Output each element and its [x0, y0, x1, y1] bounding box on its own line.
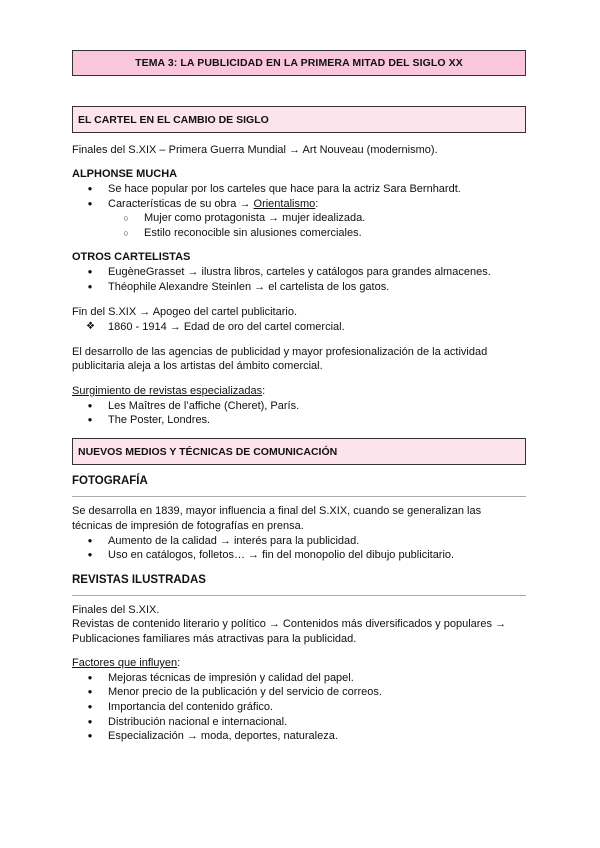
- bullet-icon: ●: [87, 415, 93, 424]
- bullet-icon: ●: [87, 702, 93, 711]
- desarrollo-line-2: publicitaria aleja a los artistas del ámbito comercial.: [72, 360, 323, 372]
- orientalismo-term: Orientalismo: [253, 198, 316, 210]
- bullet-icon: ●: [87, 717, 93, 726]
- factores-label: [72, 656, 180, 670]
- bullet-icon: ●: [87, 267, 93, 276]
- list-item-text: Aumento de la calidad → interés para la publicidad.: [108, 535, 360, 547]
- revistas-ilustradas-heading: REVISTAS ILUSTRADAS: [72, 574, 206, 586]
- list-item-text: 1860 - 1914 → Edad de oro del cartel comercial.: [108, 321, 345, 333]
- sub-list-item-text: Estilo reconocible sin alusiones comerciales.: [144, 227, 362, 239]
- bullet-icon: ●: [87, 184, 93, 193]
- desarrollo-line-1: El desarrollo de las agencias de publicidad y mayor profesionalización de la actividad: [72, 346, 488, 358]
- section-heading-nuevos-medios: NUEVOS MEDIOS Y TÉCNICAS DE COMUNICACIÓN: [72, 438, 526, 465]
- document-title: TEMA 3: LA PUBLICIDAD EN LA PRIMERA MITAD DEL SIGLO XX: [72, 50, 526, 76]
- underlined-label: Factores que influyen: [72, 657, 178, 669]
- mucha-heading: ALPHONSE MUCHA: [72, 168, 178, 180]
- section-heading-cartel: EL CARTEL EN EL CAMBIO DE SIGLO: [72, 106, 526, 133]
- list-item-text: [108, 197, 318, 211]
- fotografia-line-2: técnicas de impresión de fotografías en prensa.: [72, 520, 304, 532]
- circle-bullet-icon: ○: [123, 228, 129, 238]
- list-item-text: Les Maîtres de l’affiche (Cheret), París.: [108, 400, 300, 412]
- list-item-text: Uso en catálogos, folletos… → fin del monopolio del dibujo publicitario.: [108, 549, 455, 561]
- diamond-bullet-icon: ❖: [86, 321, 95, 332]
- list-item-text: Menor precio de la publicación y del servicio de correos.: [108, 686, 382, 698]
- circle-bullet-icon: ○: [123, 213, 129, 223]
- heading-divider: [72, 496, 526, 497]
- item-suffix: :: [315, 198, 319, 210]
- revistas-line-2: Revistas de contenido literario y político → Contenidos más diversificados y populares →: [72, 618, 507, 630]
- list-item-text: Se hace popular por los carteles que hace para la actriz Sara Bernhardt.: [108, 183, 461, 195]
- list-item-text: EugèneGrasset → ilustra libros, carteles y catálogos para grandes almacenes.: [108, 266, 491, 278]
- cartel-intro: Finales del S.XIX – Primera Guerra Mundial → Art Nouveau (modernismo).: [72, 144, 438, 156]
- underlined-label: Surgimiento de revistas especializadas: [72, 385, 263, 397]
- bullet-icon: ●: [87, 673, 93, 682]
- list-item-text: Mejoras técnicas de impresión y calidad del papel.: [108, 672, 354, 684]
- label-colon: :: [177, 657, 181, 669]
- item-prefix: Características de su obra →: [108, 198, 254, 210]
- otros-heading: OTROS CARTELISTAS: [72, 251, 191, 263]
- fotografia-heading: FOTOGRAFÍA: [72, 475, 148, 487]
- fotografia-line-1: Se desarrolla en 1839, mayor influencia a final del S.XIX, cuando se generalizan las: [72, 505, 482, 517]
- revistas-line-1: Finales del S.XIX.: [72, 604, 160, 616]
- revistas-line-3: Publicaciones familiares más atractivas para la publicidad.: [72, 633, 357, 645]
- fin-siglo-text: Fin del S.XIX → Apogeo del cartel publicitario.: [72, 306, 298, 318]
- list-item-text: The Poster, Londres.: [108, 414, 211, 426]
- bullet-icon: ●: [87, 536, 93, 545]
- bullet-icon: ●: [87, 731, 93, 740]
- list-item-text: Distribución nacional e internacional.: [108, 716, 288, 728]
- list-item-text: Théophile Alexandre Steinlen → el cartelista de los gatos.: [108, 281, 390, 293]
- list-item-text: Importancia del contenido gráfico.: [108, 701, 274, 713]
- bullet-icon: ●: [87, 199, 93, 208]
- heading-divider: [72, 595, 526, 596]
- bullet-icon: ●: [87, 687, 93, 696]
- sub-list-item-text: Mujer como protagonista → mujer idealizada.: [144, 212, 366, 224]
- revistas-especializadas-label: [72, 384, 265, 398]
- bullet-icon: ●: [87, 550, 93, 559]
- bullet-icon: ●: [87, 282, 93, 291]
- list-item-text: Especialización → moda, deportes, naturaleza.: [108, 730, 338, 742]
- bullet-icon: ●: [87, 401, 93, 410]
- label-colon: :: [262, 385, 266, 397]
